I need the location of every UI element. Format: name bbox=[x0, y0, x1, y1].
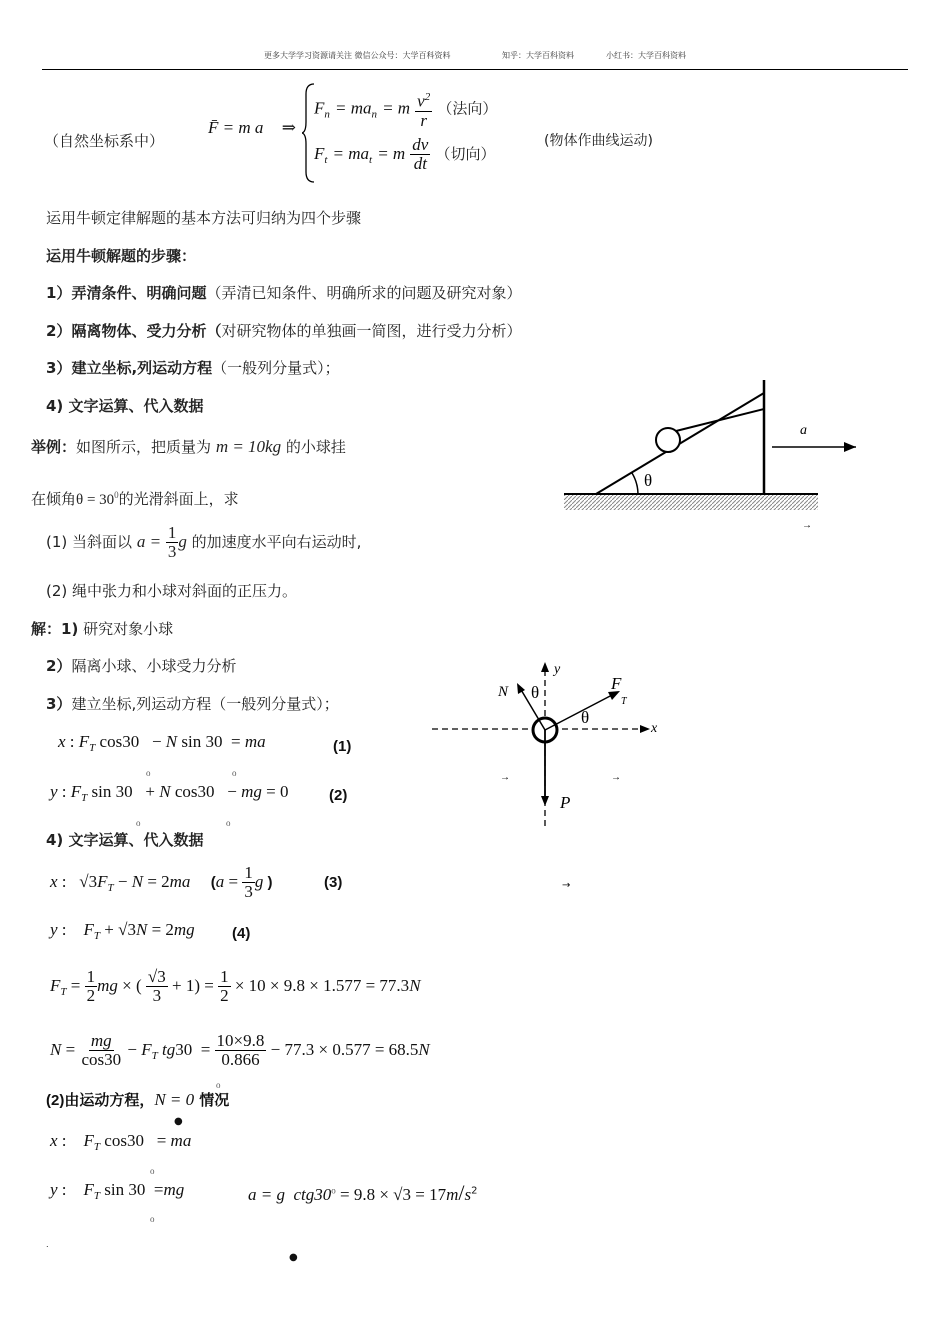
angle-arc bbox=[632, 473, 638, 494]
rope bbox=[672, 409, 764, 432]
equation-2-tag: (2) bbox=[329, 787, 348, 804]
svg-text:→: → bbox=[611, 772, 621, 783]
tension-subscript: T bbox=[621, 696, 627, 707]
equation-1: x : $F_T$ cos30 − N sin 30 = ma bbox=[58, 732, 266, 755]
step-1: 1）弄清条件、明确问题（弄清已知条件、明确所求的问题及研究对象） bbox=[46, 284, 522, 302]
header-wechat: 更多大学学习资源请关注 微信公众号：大学百科资料 bbox=[264, 51, 451, 60]
solution-step-4: 4) 文字运算、代入数据 bbox=[46, 831, 204, 849]
ball bbox=[656, 428, 680, 452]
solution-step-3: 3）建立坐标,列运动方程（一般列分量式）； bbox=[46, 695, 339, 713]
svg-text:→: → bbox=[500, 772, 510, 783]
angle-label: θ bbox=[644, 471, 653, 490]
solution-step-1: 解：1) 研究对象小球 bbox=[31, 620, 174, 638]
curvilinear-label: (物体作曲线运动) bbox=[544, 133, 653, 149]
free-body-diagram bbox=[428, 656, 668, 836]
steps-title: 运用牛顿解题的步骤： bbox=[46, 247, 197, 265]
natural-coords-label: （自然坐标系中） bbox=[44, 132, 165, 150]
equation-3-tag: (3) bbox=[324, 874, 343, 891]
tangent-equation: $F_t = ma_t = m$ $\frac{dv}{dt}$ （切向） bbox=[314, 135, 496, 173]
solution-step-2: 2）隔离小球、小球受力分析 bbox=[46, 657, 237, 675]
example-line-1: 举例：如图所示，把质量为 m = 10kg 的小球挂 bbox=[31, 437, 346, 456]
step-4: 4) 文字运算、代入数据 bbox=[46, 397, 204, 415]
equation-3: x : $√3F_T - N = 2ma$ (a = $\frac{1}{3}$ g ) bbox=[50, 863, 273, 901]
example-line-2: 在倾角$\theta = 30^0$的光滑斜面上，求 bbox=[31, 490, 239, 508]
question-2: (2) 绳中张力和小球对斜面的正压力。 bbox=[46, 582, 298, 600]
ground bbox=[564, 494, 818, 510]
part-2-y-equation: y : $F_T$ sin 30 =mg bbox=[50, 1180, 185, 1203]
x-axis-label: x bbox=[651, 721, 658, 736]
equation-2: y : $F_T$ sin 30 + N cos30 − mg = 0 bbox=[50, 782, 289, 805]
part-2-heading: (2)由运动方程，N = 0 情况 bbox=[46, 1090, 230, 1109]
accel-label: a bbox=[800, 423, 807, 438]
newton-vector-equation: F̄ = m a⃗ ⇒ bbox=[208, 118, 296, 137]
incline-figure bbox=[560, 376, 870, 536]
step-3: 3）建立坐标,列运动方程（一般列分量式）； bbox=[46, 359, 340, 377]
tension-result: $F_T$ = $\frac{1}{2}$ mg × ( $\frac{√3}{3}$ + 1) = $\frac{1}{2}$ × 10 × 9.8 × 1.577 = 77.3N bbox=[50, 967, 421, 1005]
equation-4-tag: (4) bbox=[232, 925, 251, 942]
y-axis-label: y bbox=[554, 662, 561, 677]
equation-1-tag: (1) bbox=[333, 738, 352, 755]
svg-text:→: → bbox=[802, 520, 812, 531]
equation-4: y : $F_T + √3N = 2mg$ bbox=[50, 920, 195, 943]
angle-label-n: θ bbox=[531, 683, 540, 702]
part-2-acceleration-result: a = g $ctg30^o = 9.8 \times √3 = 17m/s^2$ bbox=[248, 1180, 478, 1205]
normal-result: N = $\frac{mg}{\cos 30}$ − $F_T$ tg30 = $\frac{10\times 9.8}{0.866}$ − 77.3 × 0.577 = 68.5N bbox=[50, 1031, 430, 1069]
header-xiaohongshu: 小红书：大学百科资料 bbox=[606, 51, 686, 60]
normal-force-label: N bbox=[498, 684, 509, 700]
normal-equation: $F_n = ma_n = m$ $\frac{v^2}{r}$ （法向） bbox=[314, 88, 497, 130]
question-1: (1) 当斜面以 a = $\frac{1}{3}$ g 的加速度水平向右运动时, bbox=[46, 523, 362, 561]
weight-label: P bbox=[560, 793, 571, 812]
angle-label-t: θ bbox=[581, 708, 590, 727]
header-rule bbox=[42, 69, 908, 70]
header-zhihu: 知乎：大学百科资料 bbox=[502, 51, 574, 60]
intro-text: 运用牛顿定律解题的基本方法可归纳为四个步骤 bbox=[46, 209, 362, 227]
tension-arrow bbox=[545, 694, 614, 730]
tension-label: F bbox=[611, 674, 622, 693]
part-2-x-equation: x : $F_T$ cos30 = ma bbox=[50, 1131, 192, 1154]
step-2: 2）隔离物体、受力分析（对研究物体的单独画一简图，进行受力分析） bbox=[46, 322, 522, 340]
